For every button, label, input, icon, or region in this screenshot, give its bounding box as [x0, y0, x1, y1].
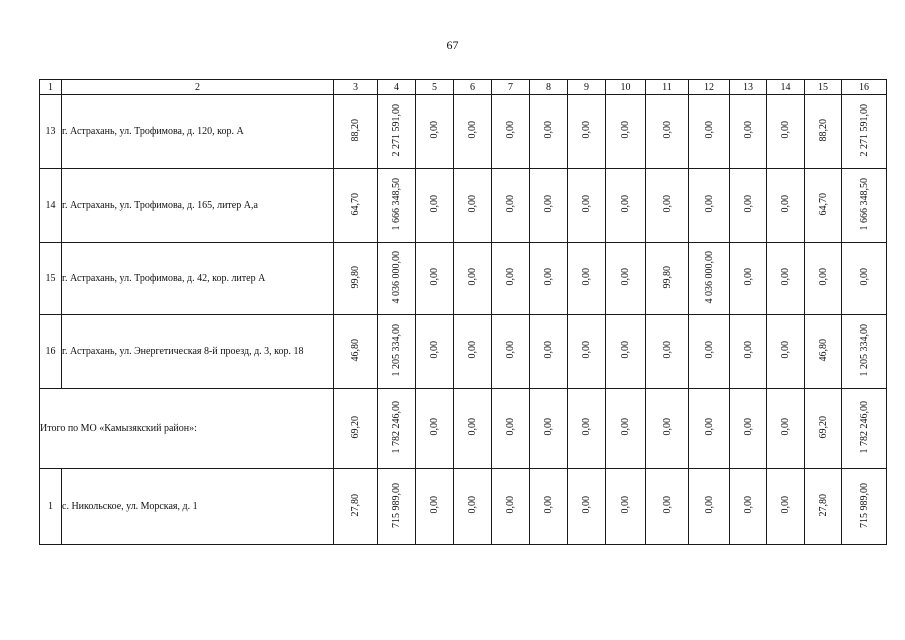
value-cell: [842, 389, 887, 469]
value-text: 0,00: [620, 268, 631, 286]
value-text: 0,00: [467, 268, 478, 286]
value-cell: [730, 389, 767, 469]
value-cell: [568, 243, 606, 315]
value-cell: [767, 95, 805, 169]
address-cell: г. Астрахань, ул. Трофимова, д. 165, литер А,а: [62, 169, 334, 243]
value-cell: [689, 169, 730, 243]
row-number: 13: [40, 95, 62, 169]
value-cell: [334, 389, 378, 469]
value-text: 0,00: [543, 496, 554, 514]
value-text: 0,00: [780, 418, 791, 436]
value-cell: [492, 169, 530, 243]
register-table: [39, 79, 887, 545]
value-cell: [454, 389, 492, 469]
value-text: 0,00: [543, 418, 554, 436]
row-number: 14: [40, 169, 62, 243]
value-cell: [454, 243, 492, 315]
value-cell: [689, 389, 730, 469]
value-cell: [730, 315, 767, 389]
value-cell: [454, 315, 492, 389]
value-cell: [568, 315, 606, 389]
value-text: 46,80: [350, 338, 361, 362]
column-header-1: 1: [40, 80, 62, 95]
value-text: 0,00: [429, 268, 440, 286]
column-header-14: 14: [767, 80, 805, 95]
value-text: 0,00: [429, 121, 440, 139]
value-cell: [416, 389, 454, 469]
column-header-2: 2: [62, 80, 334, 95]
value-text: 99,80: [350, 265, 361, 289]
table-row: [40, 243, 887, 315]
value-text: 0,00: [703, 418, 715, 436]
value-cell: [530, 469, 568, 545]
value-text: 0,00: [620, 341, 631, 359]
value-cell: [454, 469, 492, 545]
value-text: 0,00: [817, 268, 829, 286]
value-text: 0,00: [467, 121, 478, 139]
value-text: 0,00: [703, 341, 715, 359]
value-text: 0,00: [505, 195, 516, 213]
value-text: 0,00: [581, 121, 592, 139]
column-header-8: 8: [530, 80, 568, 95]
value-text: 0,00: [661, 496, 673, 514]
value-text: 0,00: [581, 418, 592, 436]
column-header-12: 12: [689, 80, 730, 95]
value-cell: [689, 469, 730, 545]
value-text: 1 666 348,50: [391, 177, 402, 231]
value-cell: [646, 95, 689, 169]
value-cell: [416, 469, 454, 545]
value-text: 0,00: [780, 195, 791, 213]
value-cell: [492, 315, 530, 389]
value-cell: [606, 315, 646, 389]
row-number: 15: [40, 243, 62, 315]
total-row: [40, 389, 887, 469]
value-text: 1 205 334,00: [391, 323, 402, 377]
row-number: 1: [40, 469, 62, 545]
value-text: 0,00: [620, 496, 631, 514]
value-cell: [568, 469, 606, 545]
value-cell: [530, 95, 568, 169]
value-text: 0,00: [505, 268, 516, 286]
value-cell: [606, 469, 646, 545]
column-header-15: 15: [805, 80, 842, 95]
value-cell: [805, 315, 842, 389]
value-text: 0,00: [780, 341, 791, 359]
value-text: 0,00: [543, 195, 554, 213]
total-label: Итого по МО «Камызякский район»:: [40, 389, 334, 469]
value-cell: [334, 469, 378, 545]
value-cell: [606, 389, 646, 469]
value-text: 0,00: [703, 195, 715, 213]
value-text: 0,00: [620, 418, 631, 436]
column-header-9: 9: [568, 80, 606, 95]
address-cell: г. Астрахань, ул. Трофимова, д. 120, кор. А: [62, 95, 334, 169]
value-text: 0,00: [620, 195, 631, 213]
value-text: 0,00: [742, 195, 754, 213]
value-text: 0,00: [661, 418, 673, 436]
column-header-7: 7: [492, 80, 530, 95]
value-cell: [842, 469, 887, 545]
value-text: 1 205 334,00: [858, 323, 870, 377]
value-cell: [492, 95, 530, 169]
value-cell: [378, 169, 416, 243]
value-cell: [730, 469, 767, 545]
value-cell: [568, 95, 606, 169]
table-body: [40, 80, 887, 545]
value-cell: [334, 243, 378, 315]
value-cell: [730, 169, 767, 243]
value-text: 0,00: [543, 341, 554, 359]
address-cell: с. Никольское, ул. Морская, д. 1: [62, 469, 334, 545]
table-row: [40, 315, 887, 389]
value-text: 1 782 246,00: [858, 400, 870, 454]
column-header-5: 5: [416, 80, 454, 95]
value-text: 0,00: [505, 341, 516, 359]
value-cell: [689, 243, 730, 315]
value-text: 0,00: [742, 496, 754, 514]
value-text: 4 036 000,00: [391, 250, 402, 304]
value-cell: [805, 169, 842, 243]
value-cell: [767, 169, 805, 243]
column-header-10: 10: [606, 80, 646, 95]
value-cell: [492, 469, 530, 545]
value-text: 0,00: [661, 195, 673, 213]
value-cell: [568, 389, 606, 469]
value-cell: [689, 315, 730, 389]
value-cell: [730, 243, 767, 315]
column-header-4: 4: [378, 80, 416, 95]
value-text: 69,20: [817, 415, 829, 439]
value-text: 0,00: [505, 496, 516, 514]
value-text: 0,00: [703, 496, 715, 514]
value-cell: [378, 389, 416, 469]
value-text: 99,80: [661, 265, 673, 289]
value-cell: [805, 95, 842, 169]
value-cell: [606, 95, 646, 169]
value-cell: [378, 243, 416, 315]
value-text: 0,00: [467, 418, 478, 436]
value-text: 64,70: [350, 192, 361, 216]
value-text: 0,00: [581, 268, 592, 286]
value-cell: [334, 315, 378, 389]
value-text: 69,20: [350, 415, 361, 439]
address-cell: г. Астрахань, ул. Энергетическая 8-й проезд, д. 3, кор. 18: [62, 315, 334, 389]
table-row: [40, 469, 887, 545]
value-cell: [530, 243, 568, 315]
value-cell: [842, 243, 887, 315]
value-text: 2 271 591,00: [858, 103, 870, 157]
value-cell: [805, 469, 842, 545]
value-text: 0,00: [780, 121, 791, 139]
value-cell: [378, 469, 416, 545]
value-cell: [378, 315, 416, 389]
value-text: 27,80: [350, 493, 361, 517]
value-text: 0,00: [429, 418, 440, 436]
value-text: 0,00: [543, 268, 554, 286]
table-row: [40, 95, 887, 169]
value-cell: [689, 95, 730, 169]
value-text: 0,00: [742, 418, 754, 436]
value-cell: [530, 389, 568, 469]
value-cell: [805, 243, 842, 315]
value-text: 715 989,00: [391, 482, 402, 528]
value-text: 0,00: [703, 121, 715, 139]
value-text: 0,00: [467, 496, 478, 514]
value-cell: [530, 169, 568, 243]
value-cell: [492, 389, 530, 469]
value-text: 0,00: [780, 496, 791, 514]
value-text: 0,00: [780, 268, 791, 286]
value-text: 1 782 246,00: [391, 400, 402, 454]
value-text: 0,00: [467, 195, 478, 213]
row-number: 16: [40, 315, 62, 389]
value-cell: [842, 315, 887, 389]
page-number: 67: [446, 38, 459, 52]
column-header-16: 16: [842, 80, 887, 95]
value-text: 0,00: [429, 496, 440, 514]
value-cell: [646, 389, 689, 469]
value-text: 0,00: [620, 121, 631, 139]
value-cell: [416, 243, 454, 315]
value-cell: [646, 315, 689, 389]
value-cell: [767, 469, 805, 545]
value-cell: [334, 95, 378, 169]
value-text: 0,00: [581, 496, 592, 514]
value-cell: [454, 169, 492, 243]
header-row: [40, 80, 887, 95]
value-text: 0,00: [467, 341, 478, 359]
value-cell: [767, 315, 805, 389]
value-cell: [416, 315, 454, 389]
value-cell: [492, 243, 530, 315]
column-header-13: 13: [730, 80, 767, 95]
value-cell: [378, 95, 416, 169]
value-cell: [646, 169, 689, 243]
value-cell: [805, 389, 842, 469]
value-cell: [416, 169, 454, 243]
value-cell: [454, 95, 492, 169]
value-text: 27,80: [817, 493, 829, 517]
value-text: 0,00: [543, 121, 554, 139]
value-text: 0,00: [581, 341, 592, 359]
value-cell: [568, 169, 606, 243]
value-text: 88,20: [817, 118, 829, 142]
value-text: 2 271 591,00: [391, 103, 402, 157]
column-header-3: 3: [334, 80, 378, 95]
value-text: 88,20: [350, 118, 361, 142]
value-cell: [767, 243, 805, 315]
value-text: 0,00: [742, 121, 754, 139]
value-text: 0,00: [742, 268, 754, 286]
value-text: 1 666 348,50: [858, 177, 870, 231]
column-header-6: 6: [454, 80, 492, 95]
value-cell: [334, 169, 378, 243]
value-text: 0,00: [505, 418, 516, 436]
value-text: 64,70: [817, 192, 829, 216]
value-text: 715 989,00: [858, 482, 870, 528]
value-cell: [646, 243, 689, 315]
value-text: 4 036 000,00: [703, 250, 715, 304]
value-cell: [530, 315, 568, 389]
table-row: [40, 169, 887, 243]
value-text: 0,00: [505, 121, 516, 139]
value-text: 0,00: [742, 341, 754, 359]
value-cell: [606, 169, 646, 243]
value-cell: [606, 243, 646, 315]
value-cell: [730, 95, 767, 169]
value-cell: [842, 95, 887, 169]
value-text: 0,00: [581, 195, 592, 213]
address-cell: г. Астрахань, ул. Трофимова, д. 42, кор. литер А: [62, 243, 334, 315]
value-text: 0,00: [661, 121, 673, 139]
column-header-11: 11: [646, 80, 689, 95]
value-text: 0,00: [429, 341, 440, 359]
value-cell: [416, 95, 454, 169]
value-cell: [767, 389, 805, 469]
value-text: 0,00: [858, 268, 870, 286]
value-cell: [842, 169, 887, 243]
value-text: 46,80: [817, 338, 829, 362]
value-cell: [646, 469, 689, 545]
value-text: 0,00: [661, 341, 673, 359]
value-text: 0,00: [429, 195, 440, 213]
